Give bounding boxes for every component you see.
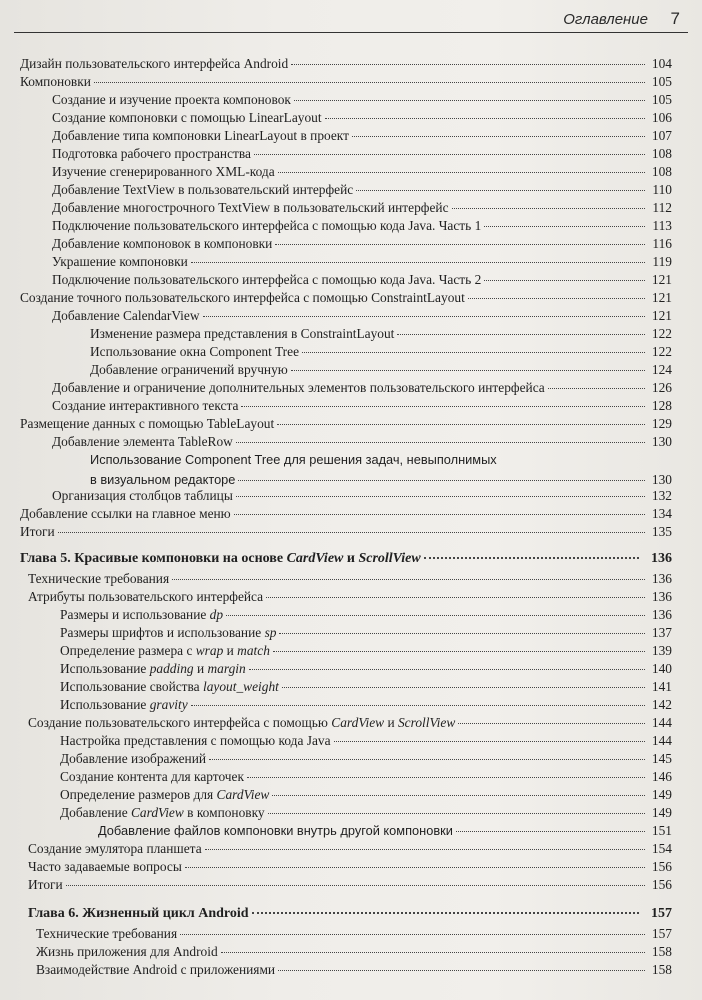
toc-entry: Изучение сгенерированного XML-кода 108 xyxy=(52,164,672,179)
toc-entry: Создание компоновки с помощью LinearLayout 106 xyxy=(52,110,672,125)
toc-entry: Создание и изучение проекта компоновок 105 xyxy=(52,92,672,107)
toc-entry: Технические требования 136 xyxy=(28,571,672,586)
toc-entry: Создание интерактивного текста 128 xyxy=(52,398,672,413)
toc-entry: Атрибуты пользовательского интерфейса 136 xyxy=(28,589,672,604)
toc-entry: Настройка представления с помощью кода Java 144 xyxy=(60,733,672,748)
toc-entry: Использование свойства layout_weight 141 xyxy=(60,679,672,694)
running-header-title: Оглавление xyxy=(563,11,648,28)
toc-entry: Жизнь приложения для Android 158 xyxy=(36,944,672,959)
toc-entry: Добавление типа компоновки LinearLayout в проект 107 xyxy=(52,128,672,143)
toc-entry: Добавление компоновок в компоновки 116 xyxy=(52,236,672,251)
toc-entry: Создание контента для карточек 146 xyxy=(60,769,672,784)
toc-entry: Размещение данных с помощью TableLayout 129 xyxy=(20,416,672,431)
toc-entry: Добавление TextView в пользовательский интерфейс 110 xyxy=(52,182,672,197)
toc-entry: Создание пользовательского интерфейса с помощью CardView и ScrollView 144 xyxy=(28,715,672,730)
toc-entry: Определение размера с wrap и match 139 xyxy=(60,643,672,658)
toc-entry: Добавление ссылки на главное меню 134 xyxy=(20,506,672,521)
toc-entry: Подключение пользовательского интерфейса с помощью кода Java. Часть 1 113 xyxy=(52,218,672,233)
toc-entry: Создание эмулятора планшета 154 xyxy=(28,841,672,856)
toc-entry: Добавление изображений 145 xyxy=(60,751,672,766)
toc-entry: Итоги 135 xyxy=(20,524,672,539)
toc-entry: Дизайн пользовательского интерфейса Android 104 xyxy=(20,56,672,71)
toc-entry: Размеры и использование dp 136 xyxy=(60,607,672,622)
toc-entry: Добавление и ограничение дополнительных элементов пользовательского интерфейса 126 xyxy=(52,380,672,395)
toc-entry: Взаимодействие Android с приложениями 158 xyxy=(36,962,672,977)
toc-entry: Подключение пользовательского интерфейса с помощью кода Java. Часть 2 121 xyxy=(52,272,672,287)
toc-entry: Компоновки 105 xyxy=(20,74,672,89)
toc-entry: Часто задаваемые вопросы 156 xyxy=(28,859,672,874)
toc-entry: Подготовка рабочего пространства 108 xyxy=(52,146,672,161)
toc-entry: Добавление элемента TableRow 130 xyxy=(52,434,672,449)
toc-entry: Добавление CardView в компоновку 149 xyxy=(60,805,672,820)
toc-entry: Использование padding и margin 140 xyxy=(60,661,672,676)
toc-entry: Изменение размера представления в ConstraintLayout 122 xyxy=(90,326,672,341)
toc-entry: Технические требования 157 xyxy=(36,926,672,941)
toc-entry: Добавление ограничений вручную 124 xyxy=(90,362,672,377)
toc-entry: Организация столбцов таблицы 132 xyxy=(52,488,672,503)
toc-entry: Итоги 156 xyxy=(28,877,672,892)
toc-entry: Использование окна Component Tree 122 xyxy=(90,344,672,359)
toc-entry: Использование gravity 142 xyxy=(60,697,672,712)
toc-entry: Добавление CalendarView 121 xyxy=(52,308,672,323)
chapter-heading: Глава 6. Жизненный цикл Android 157 xyxy=(28,906,672,921)
page-number: 7 xyxy=(670,9,680,28)
toc-entry: Создание точного пользовательского интерфейса с помощью ConstraintLayout 121 xyxy=(20,290,672,305)
toc-entry: Размеры шрифтов и использование sp 137 xyxy=(60,625,672,640)
toc-entry: Определение размеров для CardView 149 xyxy=(60,787,672,802)
toc-entry: Добавление файлов компоновки внутрь другой компоновки 151 xyxy=(98,823,672,838)
chapter-heading: Глава 5. Красивые компоновки на основе CardView и ScrollView 136 xyxy=(20,551,672,566)
toc-entry: Добавление многострочного TextView в пользовательский интерфейс 112 xyxy=(52,200,672,215)
toc-entry: Украшение компоновки 119 xyxy=(52,254,672,269)
toc-entry: Использование Component Tree для решения задач, невыполнимых в визуальном редакторе 130 xyxy=(90,452,672,487)
